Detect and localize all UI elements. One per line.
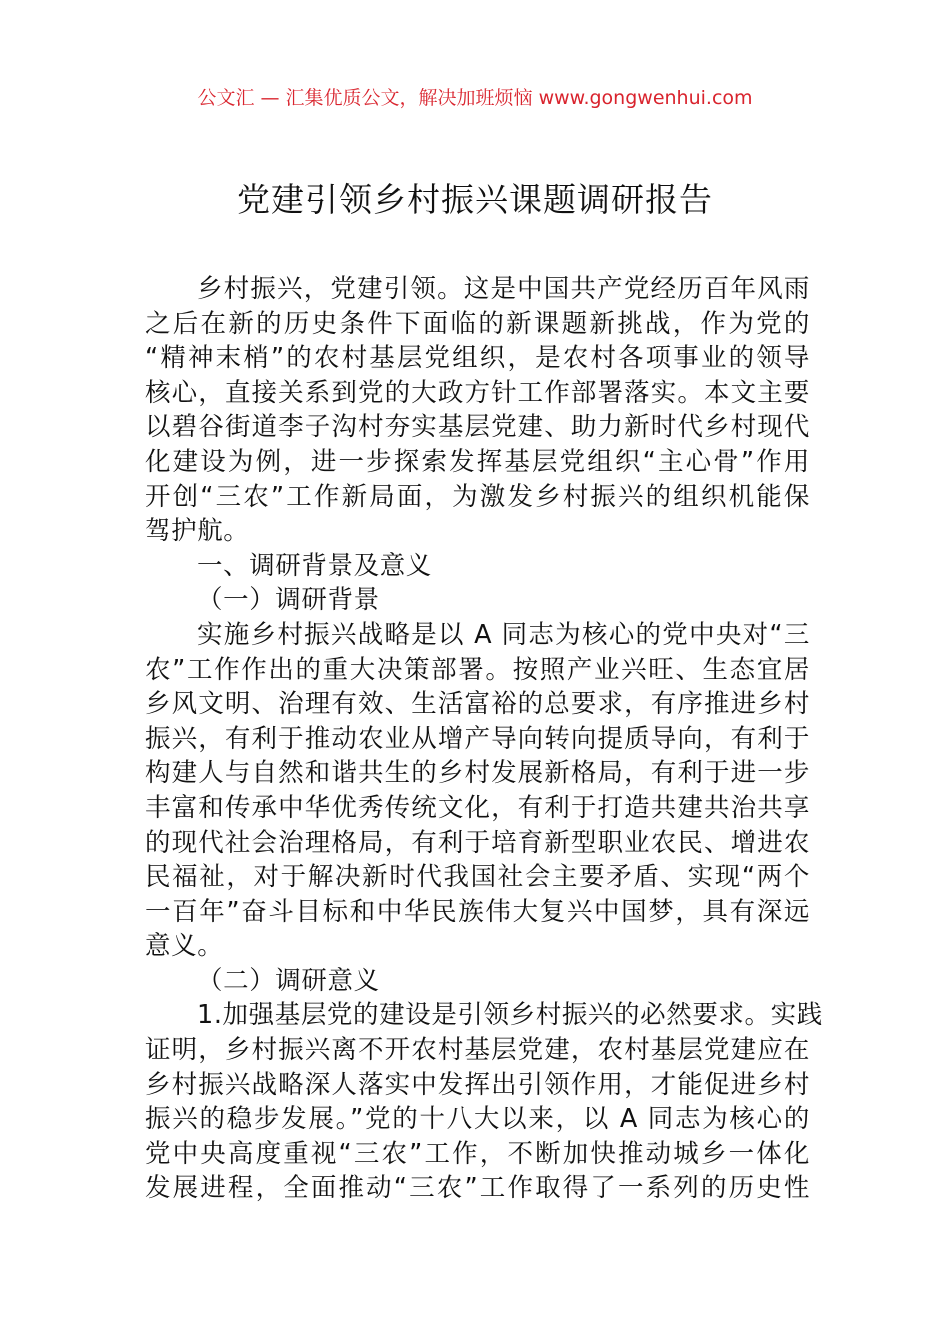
text-line: 一、调研背景及意义 bbox=[197, 550, 432, 581]
document-body bbox=[145, 272, 823, 1206]
text-line: “精神末梢”的农村基层党组织，是农村各项事业的领导 bbox=[145, 343, 810, 374]
text-line: 证明，乡村振兴离不开农村基层党建，农村基层党建应在 bbox=[145, 1035, 810, 1066]
text-line: （一）调研背景 bbox=[197, 585, 380, 616]
text-line: 振兴，有利于推动农业从增产导向转向提质导向，有利于 bbox=[145, 723, 810, 754]
text-line: 民福祉，对于解决新时代我国社会主要矛盾、实现“两个 bbox=[145, 862, 810, 893]
text-line: （二）调研意义 bbox=[197, 965, 380, 996]
text-line: 开创“三农”工作新局面，为激发乡村振兴的组织机能保 bbox=[145, 481, 810, 512]
text-line: 化建设为例，进一步探索发挥基层党组织“主心骨”作用 bbox=[145, 446, 810, 477]
text-line: 构建人与自然和谐共生的乡村发展新格局，有利于进一步 bbox=[145, 758, 810, 789]
text-line: 意义。 bbox=[145, 931, 224, 962]
text-line: 乡村振兴战略深人落实中发挥出引领作用，才能促进乡村 bbox=[145, 1069, 810, 1100]
text-line: 之后在新的历史条件下面临的新课题新挑战，作为党的 bbox=[145, 308, 810, 339]
text-line: 乡村振兴，党建引领。这是中国共产党经历百年风雨 bbox=[197, 274, 810, 304]
text-line: 党中央高度重视“三农”工作，不断加快推动城乡一体化 bbox=[145, 1138, 810, 1169]
text-line: 乡风文明、治理有效、生活富裕的总要求，有序推进乡村 bbox=[145, 689, 810, 720]
document-title: 党建引领乡村振兴课题调研报告 bbox=[237, 180, 713, 219]
text-line: 核心，直接关系到党的大政方针工作部署落实。本文主要 bbox=[145, 377, 810, 408]
text-line: 以碧谷街道李子沟村夯实基层党建、助力新时代乡村现代 bbox=[145, 412, 810, 443]
text-line: 丰富和传承中华优秀传统文化，有利于打造共建共治共享 bbox=[145, 792, 810, 823]
text-line: 振兴的稳步发展。”党的十八大以来，以 A 同志为核心的 bbox=[145, 1104, 810, 1135]
text-line: 一百年”奋斗目标和中华民族伟大复兴中国梦，具有深远 bbox=[145, 896, 810, 927]
text-line: 农”工作作出的重大决策部署。按照产业兴旺、生态宜居 bbox=[145, 654, 810, 685]
text-line: 驾护航。 bbox=[145, 516, 250, 547]
text-line: 的现代社会治理格局，有利于培育新型职业农民、增进农 bbox=[145, 827, 810, 858]
site-watermark-header: 公文汇 — 汇集优质公文，解决加班烦恼 www.gongwenhui.com bbox=[197, 87, 753, 109]
text-line: 实施乡村振兴战略是以 A 同志为核心的党中央对“三 bbox=[197, 619, 810, 650]
text-line: 1.加强基层党的建设是引领乡村振兴的必然要求。实践 bbox=[197, 1000, 823, 1031]
text-line: 发展进程，全面推动“三农”工作取得了一系列的历史性 bbox=[145, 1173, 810, 1204]
